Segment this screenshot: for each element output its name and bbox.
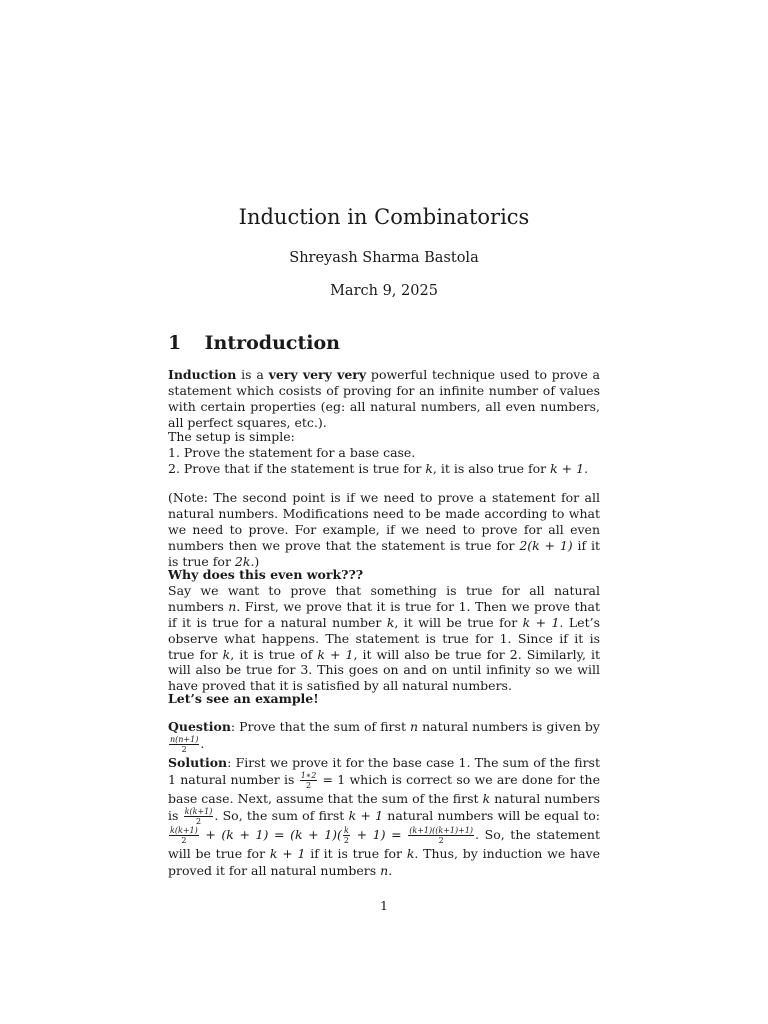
fraction [343,826,350,845]
solution [168,754,600,879]
note-text: .) [250,553,260,569]
intro-paragraph [168,367,600,431]
why-heading: Why does this even work??? [168,567,364,582]
question-solution-block [168,718,600,879]
math-k-plus-1: k + 1 [550,460,585,476]
fraction [169,735,199,754]
fraction-numerator: k(k+1) [184,807,213,816]
why-text: , it is true of [230,646,318,662]
induction-term: Induction [168,367,237,382]
fraction-denominator: 2 [343,836,350,845]
fraction-numerator: 1∗2 [300,771,317,780]
math-expression: 2k [234,553,251,569]
solution-text: if it is true for [305,846,407,861]
intro-text-2: powerful technique used to prove a statement which cosists of proving for an infinite number of values with certain properties (eg: all natural numbers, all even numbers, all perfect squares, etc.). [168,367,600,430]
document-date: March 9, 2025 [330,283,438,299]
question-label: Question [168,719,231,734]
setup-line-2: 1. Prove the statement for a base case. [168,444,416,460]
fraction-numerator: k [344,826,349,835]
fraction-denominator: 2 [181,745,187,754]
solution-text: . [388,863,393,878]
section-number: 1 [168,332,182,354]
fraction [184,807,214,826]
solution-text: = 1 which is correct so we are done for the base case. Next, assume that the sum of the first [168,772,600,806]
document-author: Shreyash Sharma Bastola [289,250,479,266]
question [168,718,600,754]
math-k: k [425,460,433,476]
setup-text: . [584,460,589,476]
note-paragraph [168,490,600,570]
solution-label: Solution [168,755,228,770]
why-paragraph [168,567,600,694]
fraction [408,826,474,845]
math-k: k [482,791,491,806]
math-expression: 2(k + 1) [519,537,573,553]
why-text: , it will be true for [394,614,523,630]
math-k: k [386,614,395,630]
math-k-plus-1: k + 1 [317,646,354,662]
question-text: : Prove that the sum of first [230,719,411,734]
intro-emphasis: very very very [268,367,367,382]
setup-line-1: The setup is simple: [168,429,295,444]
math-n: n [228,598,237,614]
math-k-plus-1: k + 1 [522,614,560,630]
solution-text: natural numbers will be equal to: [383,808,600,823]
fraction-denominator: 2 [195,817,202,826]
math-k: k [222,646,231,662]
math-k-plus-1: k + 1 [348,808,384,823]
why-text: . Let’s observe what happens. The statement is true for 1. Since if it is true for [168,614,600,662]
fraction [169,826,199,845]
solution-text: . Thus, by induction we have proved it for all natural numbers [168,846,600,878]
math-expression: + (k + 1) = (k + 1)( [199,827,342,842]
why-text: Say we want to prove that something is true for all natural numbers [168,582,600,614]
solution-text: . So, the statement will be true for [168,827,601,861]
setup-paragraph [168,429,600,477]
section-title: Introduction [204,332,340,354]
page-number: 1 [380,898,388,913]
fraction [300,771,318,790]
solution-text: . So, the sum of first [214,808,349,823]
why-text: . First, we prove that it is true for 1. Then we prove that if it is true for a natural number [168,598,601,630]
math-n: n [380,863,389,878]
math-k: k [406,846,415,861]
setup-text: 2. Prove that if the statement is true for [168,460,426,476]
fraction-numerator: n(n+1) [170,735,199,744]
setup-line-3 [168,461,600,477]
example-heading-block [168,691,600,707]
document-title: Induction in Combinatorics [238,205,530,229]
fraction-denominator: 2 [438,836,444,845]
solution-text: natural numbers is [168,791,600,823]
why-text: , it will also be true for 2. Similarly, it will also be true for 3. This goes on and on until infinity so we will have proved that it is satisfied by all natural numbers. [168,646,600,694]
fraction-numerator: k(k+1) [170,826,198,835]
setup-text: , it is also true for [432,460,551,476]
math-k-plus-1: k + 1 [269,846,306,861]
fraction-numerator: (k+1)((k+1)+1) [409,826,474,835]
note-text: if it is true for [168,537,601,569]
example-heading: Let’s see an example! [168,691,319,706]
math-n: n [410,719,419,734]
note-text: (Note: The second point is if we need to prove a statement for all natural numbers. Modifications need to be made according to what we need to prove. For example, if we need to prove for all even numbers then we prove that the statement is true for [168,490,600,553]
intro-text-1: is a [236,367,269,382]
math-expression: + 1) = [351,827,408,842]
section-heading [168,332,340,354]
fraction-denominator: 2 [305,781,312,790]
solution-text: : First we prove it for the base case 1. The sum of the first 1 natural number is [168,755,600,787]
question-text: . [200,736,205,751]
question-text: natural numbers is given by [418,719,600,734]
fraction-denominator: 2 [181,836,187,845]
